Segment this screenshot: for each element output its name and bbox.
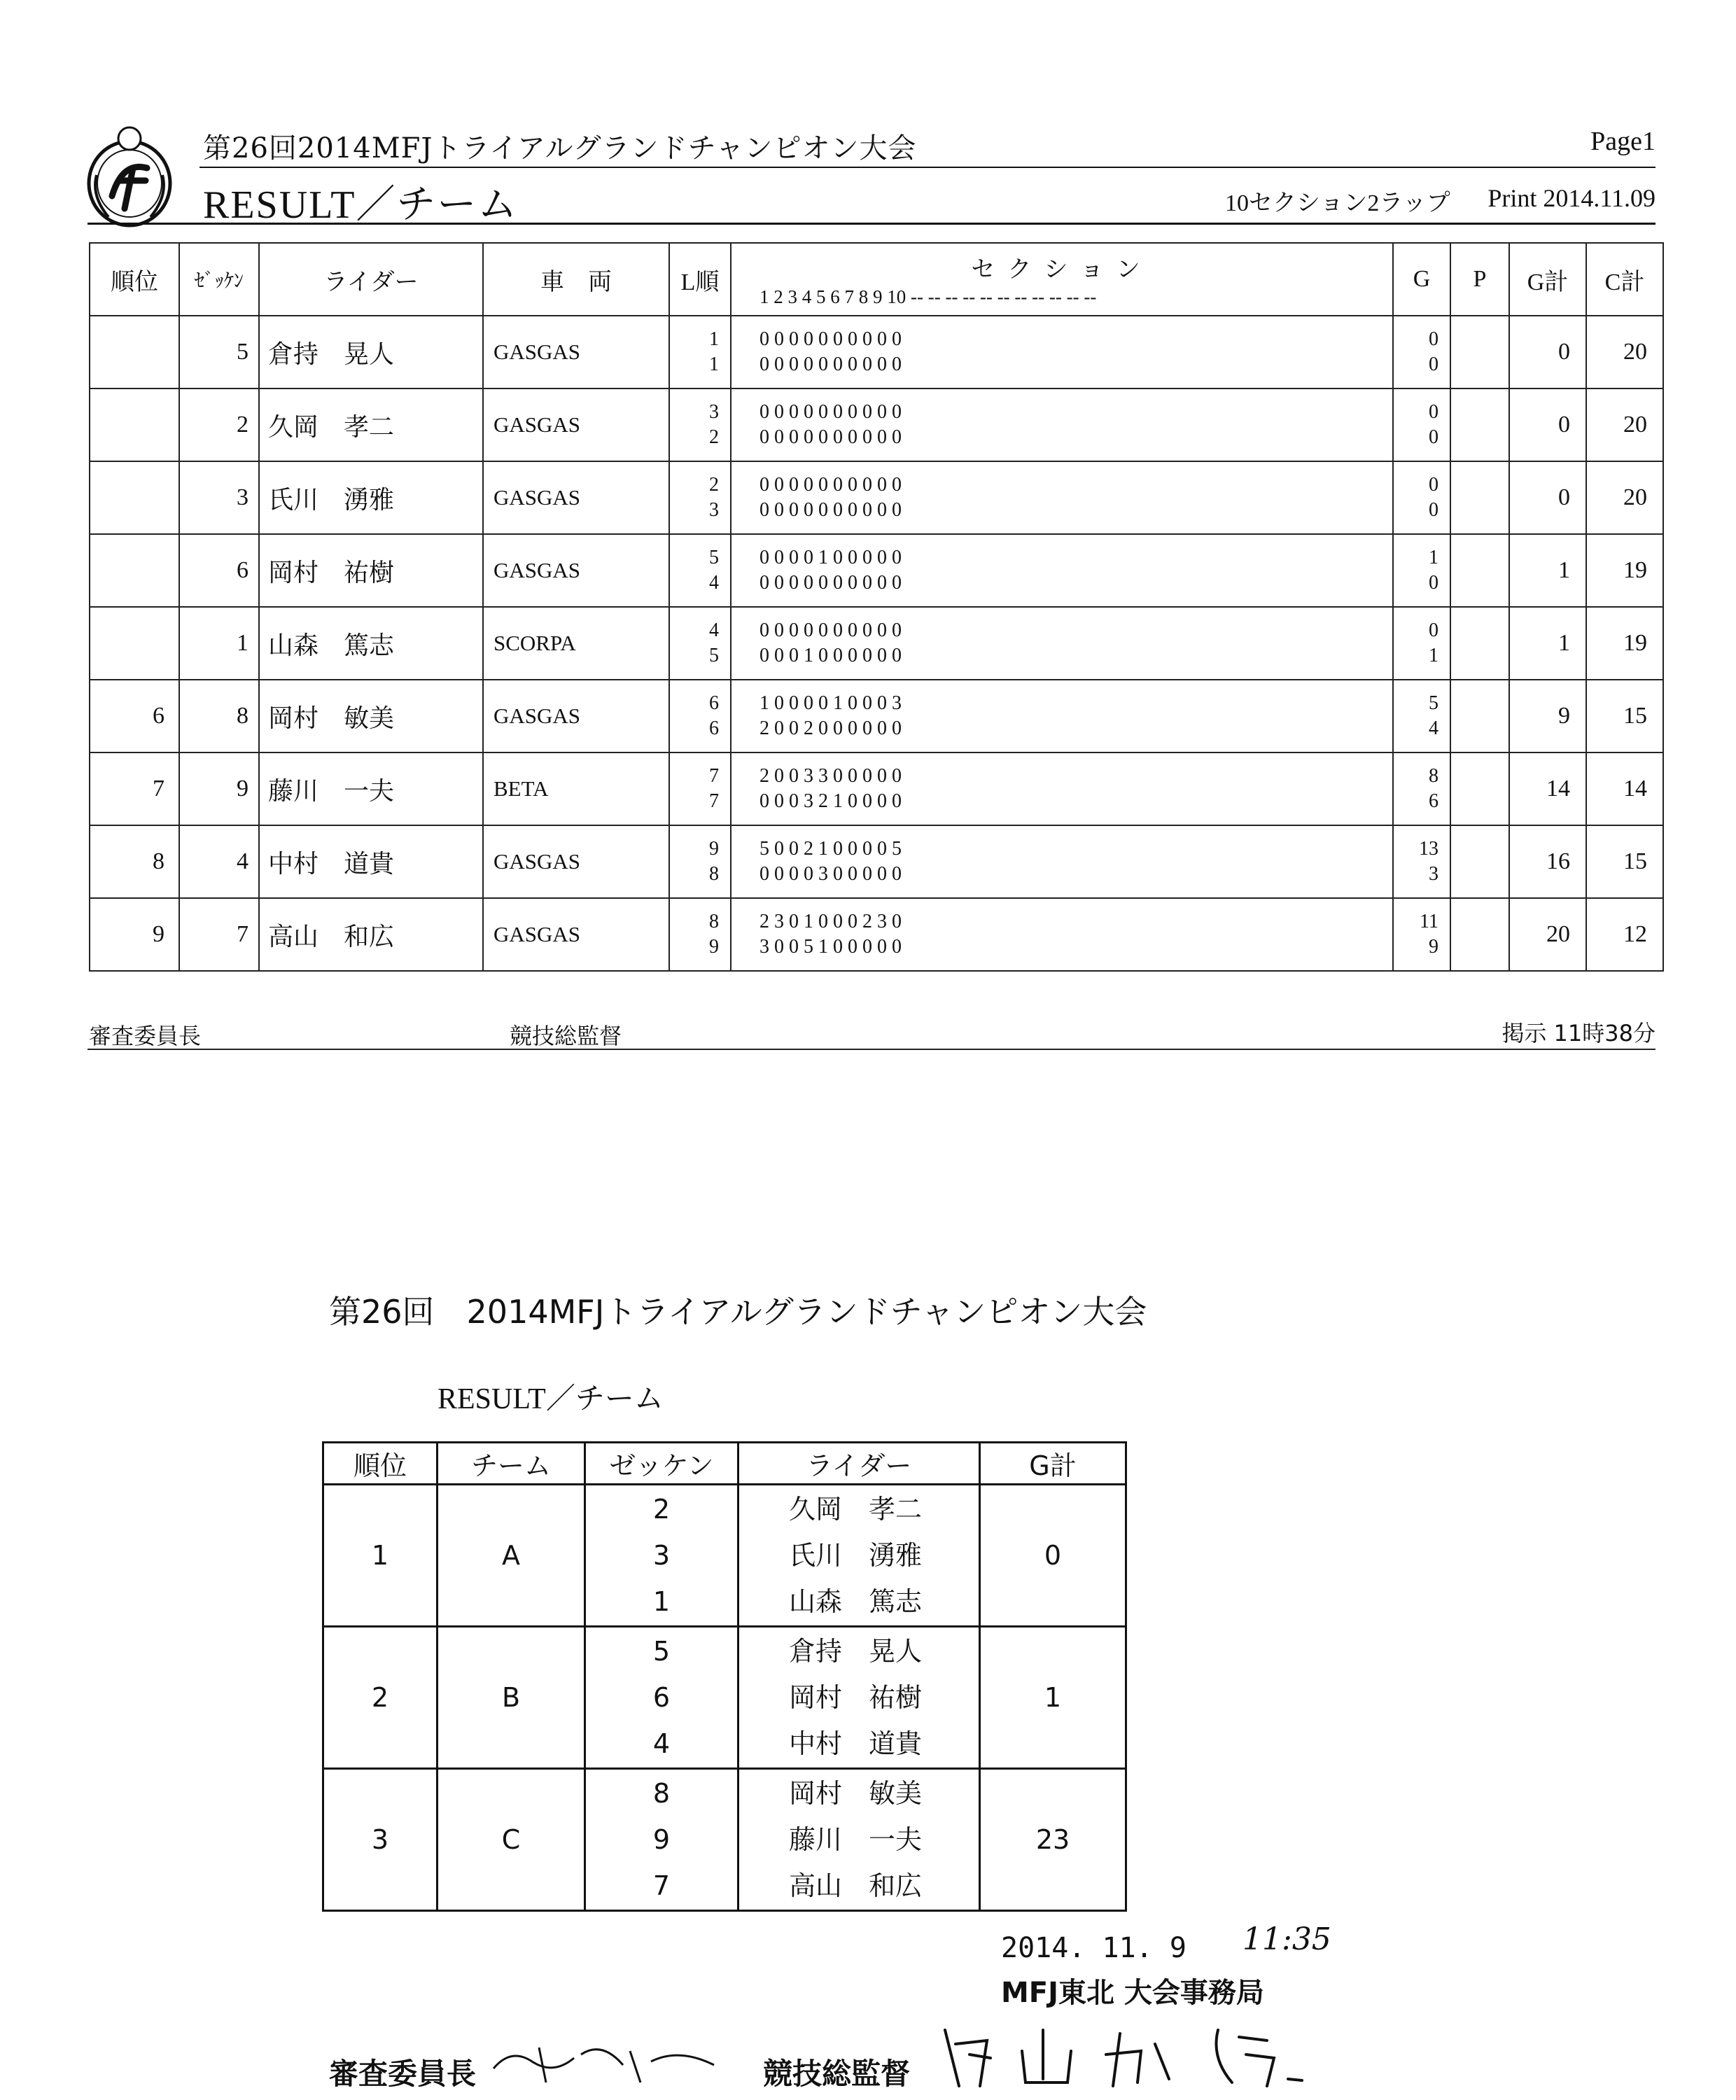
lap1-order: 9: [709, 838, 719, 860]
lap2-order: 5: [709, 645, 719, 666]
rider-cell: 高山 和広: [259, 898, 483, 971]
machine-cell: GASGAS: [483, 461, 669, 534]
bib-cell: 3: [179, 461, 259, 534]
signoff-office: MFJ東北 大会事務局: [1001, 1977, 1264, 2009]
team-riders: [738, 1627, 980, 1769]
lap-order-cell: [669, 534, 731, 607]
lap2-order: 9: [709, 936, 719, 958]
team-bib: 3: [652, 1540, 671, 1571]
team-g-total: 1: [980, 1627, 1126, 1769]
c-total-cell: 15: [1586, 825, 1663, 898]
p-cell: [1450, 461, 1509, 534]
p-cell: [1450, 752, 1509, 825]
lap1-g: 0: [1429, 328, 1438, 350]
rider-cell: 久岡 孝二: [259, 388, 483, 461]
p-cell: [1450, 825, 1509, 898]
lap-order-cell: [669, 680, 731, 752]
machine-cell: GASGAS: [483, 316, 669, 388]
p-cell: [1450, 898, 1509, 971]
lap1-scores: 2 0 0 3 3 0 0 0 0 0: [760, 765, 902, 787]
rank-cell: [90, 607, 179, 680]
c-total-cell: 15: [1586, 680, 1663, 752]
rider-cell: 氏川 湧雅: [259, 461, 483, 534]
section-scores-cell: [731, 898, 1393, 971]
c-total-cell: 20: [1586, 316, 1663, 388]
team-bib: 9: [652, 1824, 671, 1855]
lap1-order: 8: [709, 911, 719, 932]
team-name: C: [438, 1769, 585, 1911]
signoff-date: 2014. 11. 9: [1001, 1932, 1186, 1964]
lap2-order: 2: [709, 426, 719, 448]
lap2-scores: 0 0 0 0 0 0 0 0 0 0: [760, 354, 902, 375]
lap1-scores: 0 0 0 0 1 0 0 0 0 0: [760, 547, 902, 568]
team-bib: 7: [652, 1870, 671, 1901]
lap1-order: 7: [709, 765, 719, 787]
col-g-total: G計: [1509, 243, 1586, 316]
col-g: G: [1393, 243, 1450, 316]
bib-cell: 9: [179, 752, 259, 825]
c-total-cell: 20: [1586, 388, 1663, 461]
judge-signature: [490, 2033, 721, 2090]
lap1-order: 5: [709, 547, 719, 568]
team-rank: 3: [323, 1769, 438, 1911]
rider-cell: 藤川 一夫: [259, 752, 483, 825]
table-row: [90, 534, 1663, 607]
team-g-total: 0: [980, 1485, 1126, 1627]
team-name: B: [438, 1627, 585, 1769]
section-scores-cell: [731, 825, 1393, 898]
team-bib: 2: [652, 1494, 671, 1525]
team-row: [323, 1769, 1126, 1911]
team-table: [322, 1441, 1127, 1912]
lap2-scores: 3 0 0 5 1 0 0 0 0 0: [760, 936, 902, 958]
lap2-order: 1: [709, 354, 719, 375]
lap2-g: 4: [1429, 718, 1438, 739]
lap1-g: 1: [1429, 547, 1438, 568]
g-total-cell: 20: [1509, 898, 1586, 971]
lap2-scores: 2 0 0 2 0 0 0 0 0 0: [760, 718, 902, 739]
machine-cell: GASGAS: [483, 898, 669, 971]
section-scores-cell: [731, 680, 1393, 752]
section-scores-cell: [731, 388, 1393, 461]
team-rider: 藤川 一夫: [789, 1824, 923, 1855]
rider-cell: 倉持 晃人: [259, 316, 483, 388]
g-cell: [1393, 898, 1450, 971]
lap-order-cell: [669, 825, 731, 898]
machine-cell: GASGAS: [483, 388, 669, 461]
lap-order-cell: [669, 316, 731, 388]
lap2-g: 0: [1429, 354, 1438, 375]
lap2-g: 9: [1429, 936, 1438, 958]
c-total-cell: 20: [1586, 461, 1663, 534]
table-row: [90, 680, 1663, 752]
table-row: [90, 316, 1663, 388]
team-g-total: 23: [980, 1769, 1126, 1911]
lap1-order: 2: [709, 474, 719, 496]
team-rank: 1: [323, 1485, 438, 1627]
lap2-scores: 0 0 0 0 3 0 0 0 0 0: [760, 863, 902, 885]
team-col-g-total: G計: [980, 1443, 1126, 1485]
lap1-g: 8: [1429, 765, 1438, 787]
rank-cell: [90, 316, 179, 388]
team-col-bib: ゼッケン: [585, 1443, 738, 1485]
team-rider: 久岡 孝二: [789, 1494, 923, 1525]
header-divider: [200, 167, 1656, 168]
col-p: P: [1450, 243, 1509, 316]
rank-cell: 8: [90, 825, 179, 898]
team-header-row: [323, 1443, 1126, 1485]
lap1-scores: 0 0 0 0 0 0 0 0 0 0: [760, 474, 902, 496]
team-rider: 岡村 祐樹: [789, 1682, 923, 1713]
bib-cell: 8: [179, 680, 259, 752]
col-lap-order: L順: [669, 243, 731, 316]
lap2-scores: 0 0 0 0 0 0 0 0 0 0: [760, 499, 902, 521]
judge-label: 審査委員長: [89, 1023, 202, 1049]
col-rank: 順位: [90, 243, 179, 316]
team-bib: 8: [652, 1778, 671, 1809]
rank-cell: [90, 388, 179, 461]
lap2-scores: 0 0 0 0 0 0 0 0 0 0: [760, 572, 902, 594]
posted-time: 掲示 11時38分: [1502, 1020, 1656, 1046]
c-total-cell: 12: [1586, 898, 1663, 971]
machine-cell: GASGAS: [483, 680, 669, 752]
table-row: [90, 898, 1663, 971]
lap2-order: 8: [709, 863, 719, 885]
team-bibs: [585, 1627, 738, 1769]
lap1-order: 4: [709, 620, 719, 641]
lap2-g: 1: [1429, 645, 1438, 666]
lap1-scores: 0 0 0 0 0 0 0 0 0 0: [760, 620, 902, 641]
bib-cell: 6: [179, 534, 259, 607]
team-col-rank: 順位: [323, 1443, 438, 1485]
team-name: A: [438, 1485, 585, 1627]
rider-cell: 岡村 敏美: [259, 680, 483, 752]
lap1-g: 11: [1420, 911, 1438, 932]
page-subtitle: RESULT／チーム: [203, 183, 519, 227]
lap1-g: 5: [1429, 692, 1438, 714]
lap1-scores: 5 0 0 2 1 0 0 0 0 5: [760, 838, 902, 860]
team-bib: 1: [652, 1586, 671, 1617]
c-total-cell: 19: [1586, 607, 1663, 680]
table-row: [90, 388, 1663, 461]
rider-cell: 山森 篤志: [259, 607, 483, 680]
team-bibs: [585, 1485, 738, 1627]
results-header-row: [90, 243, 1663, 316]
signoff-director-label: 競技総監督: [763, 2057, 911, 2091]
rank-cell: 6: [90, 680, 179, 752]
bib-cell: 4: [179, 825, 259, 898]
team-rider: 倉持 晃人: [789, 1636, 923, 1667]
lap-order-cell: [669, 388, 731, 461]
p-cell: [1450, 534, 1509, 607]
director-label: 競技総監督: [510, 1023, 622, 1049]
team-rank: 2: [323, 1627, 438, 1769]
lap-order-cell: [669, 461, 731, 534]
section-scores-cell: [731, 316, 1393, 388]
lap2-g: 6: [1429, 790, 1438, 812]
col-bib: ｾﾞｯｹﾝ: [179, 243, 259, 316]
p-cell: [1450, 316, 1509, 388]
team-bibs: [585, 1769, 738, 1911]
rank-cell: 7: [90, 752, 179, 825]
lap1-scores: 0 0 0 0 0 0 0 0 0 0: [760, 401, 902, 423]
team-rider: 高山 和広: [789, 1870, 923, 1901]
lap1-scores: 1 0 0 0 0 1 0 0 0 3: [760, 692, 902, 714]
lap2-g: 0: [1429, 426, 1438, 448]
lap2-order: 3: [709, 499, 719, 521]
bib-cell: 7: [179, 898, 259, 971]
team-bib: 5: [652, 1636, 671, 1667]
g-cell: [1393, 680, 1450, 752]
machine-cell: BETA: [483, 752, 669, 825]
rank-cell: [90, 461, 179, 534]
lap1-order: 3: [709, 401, 719, 423]
results-table: [89, 242, 1664, 972]
c-total-cell: 19: [1586, 534, 1663, 607]
team-title: 第26回 2014MFJトライアルグランドチャンピオン大会: [329, 1293, 1147, 1331]
g-total-cell: 1: [1509, 607, 1586, 680]
print-date: Print 2014.11.09: [1488, 184, 1656, 212]
lap1-order: 6: [709, 692, 719, 714]
lap1-scores: 2 3 0 1 0 0 0 2 3 0: [760, 911, 902, 932]
p-cell: [1450, 388, 1509, 461]
g-total-cell: 14: [1509, 752, 1586, 825]
team-rider: 山森 篤志: [789, 1586, 923, 1617]
rank-cell: 9: [90, 898, 179, 971]
page-title: 第26回2014MFJトライアルグランドチャンピオン大会: [203, 132, 917, 164]
footer-divider: [88, 1049, 1656, 1050]
team-rider: 氏川 湧雅: [789, 1540, 923, 1571]
g-total-cell: 0: [1509, 388, 1586, 461]
bib-cell: 2: [179, 388, 259, 461]
g-total-cell: 0: [1509, 316, 1586, 388]
lap1-scores: 0 0 0 0 0 0 0 0 0 0: [760, 328, 902, 350]
g-total-cell: 16: [1509, 825, 1586, 898]
lap2-scores: 0 0 0 0 0 0 0 0 0 0: [760, 426, 902, 448]
g-cell: [1393, 825, 1450, 898]
team-col-rider: ライダー: [738, 1443, 980, 1485]
lap-order-cell: [669, 898, 731, 971]
g-cell: [1393, 316, 1450, 388]
team-subtitle: RESULT／チーム: [438, 1383, 664, 1415]
lap2-scores: 0 0 0 3 2 1 0 0 0 0: [760, 790, 902, 812]
machine-cell: GASGAS: [483, 534, 669, 607]
lap1-g: 0: [1429, 401, 1438, 423]
g-cell: [1393, 752, 1450, 825]
machine-cell: SCORPA: [483, 607, 669, 680]
g-cell: [1393, 534, 1450, 607]
lap2-order: 6: [709, 718, 719, 739]
laps-info: 10セクション2ラップ: [1225, 190, 1450, 216]
p-cell: [1450, 680, 1509, 752]
section-scores-cell: [731, 752, 1393, 825]
section-scores-cell: [731, 534, 1393, 607]
signoff-time: 11:35: [1242, 1921, 1331, 1957]
lap-order-cell: [669, 607, 731, 680]
table-row: [90, 607, 1663, 680]
team-bib: 6: [652, 1682, 671, 1713]
team-col-team: チーム: [438, 1443, 585, 1485]
g-total-cell: 1: [1509, 534, 1586, 607]
lap2-g: 0: [1429, 499, 1438, 521]
machine-cell: GASGAS: [483, 825, 669, 898]
bib-cell: 5: [179, 316, 259, 388]
lap-order-cell: [669, 752, 731, 825]
team-rider: 岡村 敏美: [789, 1778, 923, 1809]
mfj-logo: [84, 119, 175, 231]
director-signature: [938, 2016, 1358, 2093]
section-scores-cell: [731, 607, 1393, 680]
lap1-g: 0: [1429, 620, 1438, 641]
team-row: [323, 1627, 1126, 1769]
signoff-judge-label: 審査委員長: [329, 2057, 477, 2091]
g-cell: [1393, 461, 1450, 534]
col-section: [731, 243, 1393, 316]
section-numbers: 1 2 3 4 5 6 7 8 9 10 -- -- -- -- -- -- -- -- -- -- --: [760, 286, 1097, 307]
header-divider-bottom: [88, 223, 1656, 225]
team-rider: 中村 道貴: [789, 1728, 923, 1759]
section-scores-cell: [731, 461, 1393, 534]
section-title: セクション: [971, 256, 1153, 283]
lap1-order: 1: [709, 328, 719, 350]
team-riders: [738, 1769, 980, 1911]
team-riders: [738, 1485, 980, 1627]
lap2-g: 3: [1429, 863, 1438, 885]
lap2-scores: 0 0 0 1 0 0 0 0 0 0: [760, 645, 902, 666]
team-bib: 4: [652, 1728, 671, 1759]
rider-cell: 中村 道貴: [259, 825, 483, 898]
bib-cell: 1: [179, 607, 259, 680]
lap2-order: 7: [709, 790, 719, 812]
c-total-cell: 14: [1586, 752, 1663, 825]
table-row: [90, 752, 1663, 825]
col-c-total: C計: [1586, 243, 1663, 316]
table-row: [90, 461, 1663, 534]
lap1-g: 13: [1419, 838, 1438, 860]
p-cell: [1450, 607, 1509, 680]
lap2-order: 4: [709, 572, 719, 594]
lap1-g: 0: [1429, 474, 1438, 496]
g-total-cell: 9: [1509, 680, 1586, 752]
page-number: Page1: [1590, 127, 1656, 156]
lap2-g: 0: [1429, 572, 1438, 594]
rider-cell: 岡村 祐樹: [259, 534, 483, 607]
table-row: [90, 825, 1663, 898]
rank-cell: [90, 534, 179, 607]
g-total-cell: 0: [1509, 461, 1586, 534]
g-cell: [1393, 388, 1450, 461]
g-cell: [1393, 607, 1450, 680]
team-row: [323, 1485, 1126, 1627]
col-machine: 車 両: [483, 243, 669, 316]
col-rider: ライダー: [259, 243, 483, 316]
